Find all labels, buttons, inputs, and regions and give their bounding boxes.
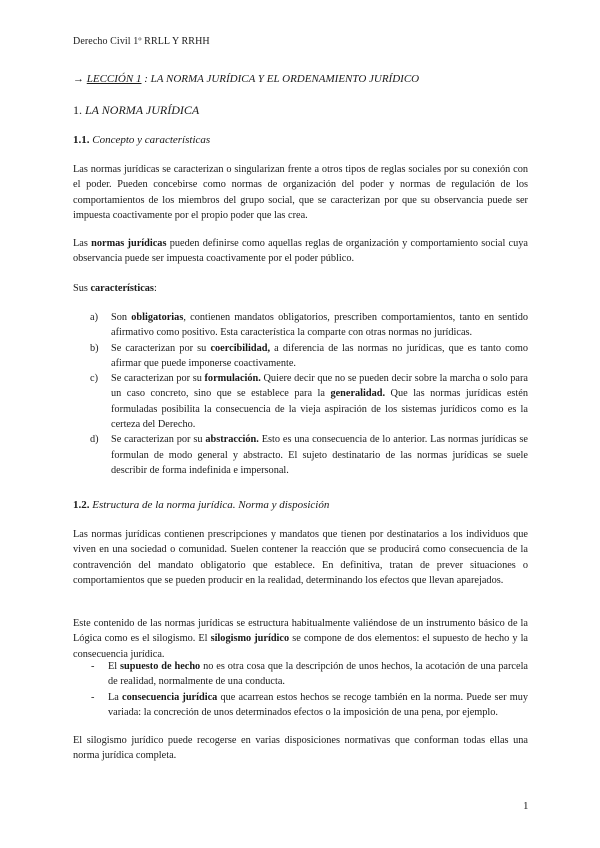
bold-term: silogismo jurídico: [210, 633, 290, 645]
subsection-heading-1-2: [73, 499, 329, 511]
arrow-icon: →: [73, 73, 84, 85]
subsection-number: 1.2.: [73, 499, 90, 511]
paragraph-intro: Las normas jurídicas se caracterizan o singularizan frente a otros tipos de reglas sociales por su conexión con el poder. Pueden concebirse como normas de organización del poder y normas de regulación de los comportamientos de los miembros del grupo social, que se caracterizan por que su observancia puede ser impuesta coactivamente por el propio poder que las crea.: [73, 164, 528, 221]
subsection-number: 1.1.: [73, 134, 90, 146]
page-number: 1: [523, 800, 529, 812]
list-item: - La consecuencia jurídica que acarrean estos hechos se recoge también en la norma. Puede ser muy variada: la concreción de unos determinados efectos o la imposición de una pena, por ejemplo.: [91, 691, 528, 718]
lesson-title: [73, 73, 419, 85]
subsection-title: Estructura de la norma jurídica. Norma y disposición: [89, 499, 330, 511]
list-item: - El supuesto de hecho no es otra cosa que la descripción de unos hechos, la acotación de una parcela de realidad, normalmente de una conducta.: [91, 661, 529, 688]
list-marker: -: [91, 691, 95, 703]
paragraph-characteristics-intro: Sus características:: [73, 283, 157, 294]
lesson-title-text: : LA NORMA JURÍDICA Y EL ORDENAMIENTO JURÍDICO: [141, 73, 420, 85]
list-item: c) Se caracterizan por su formulación. Quiere decir que no se pueden decir sobre la marcha o solo para un caso concreto, sino que se establece para la generalidad. Que las normas jurídicas estén formuladas posibilita la consecuencia de la vieja aspiración de los sistemas jurídicos como es la certeza del Derecho.: [90, 373, 528, 431]
syllogism-elements-list: [73, 659, 528, 720]
list-item: b) Se caracterizan por su coercibilidad, a diferencia de las normas no jurídicas, que es tanto como afirmar que puede imponerse coactivamente.: [90, 342, 528, 369]
bold-term: características: [90, 283, 154, 294]
paragraph-structure: Las normas jurídicas contienen prescripciones y mandatos que tienen por destinatarios a los individuos que viven en una sociedad o comunidad. Suelen contener la reacción que se producirá como consecuencia de la contravención del mandato obligatorio que establece. En definitiva, tratan de prever situaciones o comportamientos que se pueden producir en la realidad, determinando los efectos que llevan aparejados.: [73, 529, 528, 586]
list-marker: -: [91, 661, 95, 672]
section-number: 1.: [73, 103, 85, 117]
list-item: d) Se caracterizan por su abstracción. Esto es una consecuencia de lo anterior. Las normas jurídicas se formulan de modo general y abstracto. El sujeto destinatario de las normas jurídicas se suele describir de forma indefinida e impersonal.: [90, 434, 528, 476]
section-heading: [73, 103, 199, 118]
list-marker: c): [90, 373, 98, 385]
list-marker: d): [90, 434, 99, 446]
bold-term: normas jurídicas: [91, 238, 167, 249]
list-item: a) Son obligatorias, contienen mandatos obligatorios, prescriben comportamientos, tanto en sentido afirmativo como positivo. Esta característica la comparte con otras normas no jurídicas.: [90, 312, 528, 339]
document-page: [73, 0, 528, 848]
paragraph-closing: El silogismo jurídico puede recogerse en varias disposiciones normativas que conforman todas ellas una norma jurídica completa.: [73, 735, 528, 762]
paragraph-syllogism: Este contenido de las normas jurídicas se estructura habitualmente valiéndose de un instrumento básico de la Lógica como es el silogismo. El silogismo jurídico se compone de dos elementos: el supuesto de hecho y la consecuencia jurídica.: [73, 618, 529, 660]
characteristics-list: [73, 310, 528, 478]
subsection-heading-1-1: [73, 134, 210, 146]
paragraph-definition: Las normas jurídicas pueden definirse como aquellas reglas de organización y comportamiento social cuya observancia puede ser impuesta coactivamente por el poder público.: [73, 238, 528, 265]
section-title: LA NORMA JURÍDICA: [85, 103, 200, 117]
subsection-title: Concepto y características: [89, 134, 211, 146]
list-marker: a): [90, 312, 98, 323]
list-marker: b): [90, 342, 99, 354]
running-header: Derecho Civil 1º RRLL Y RRHH: [73, 36, 210, 47]
lesson-number: LECCIÓN 1: [86, 73, 142, 85]
